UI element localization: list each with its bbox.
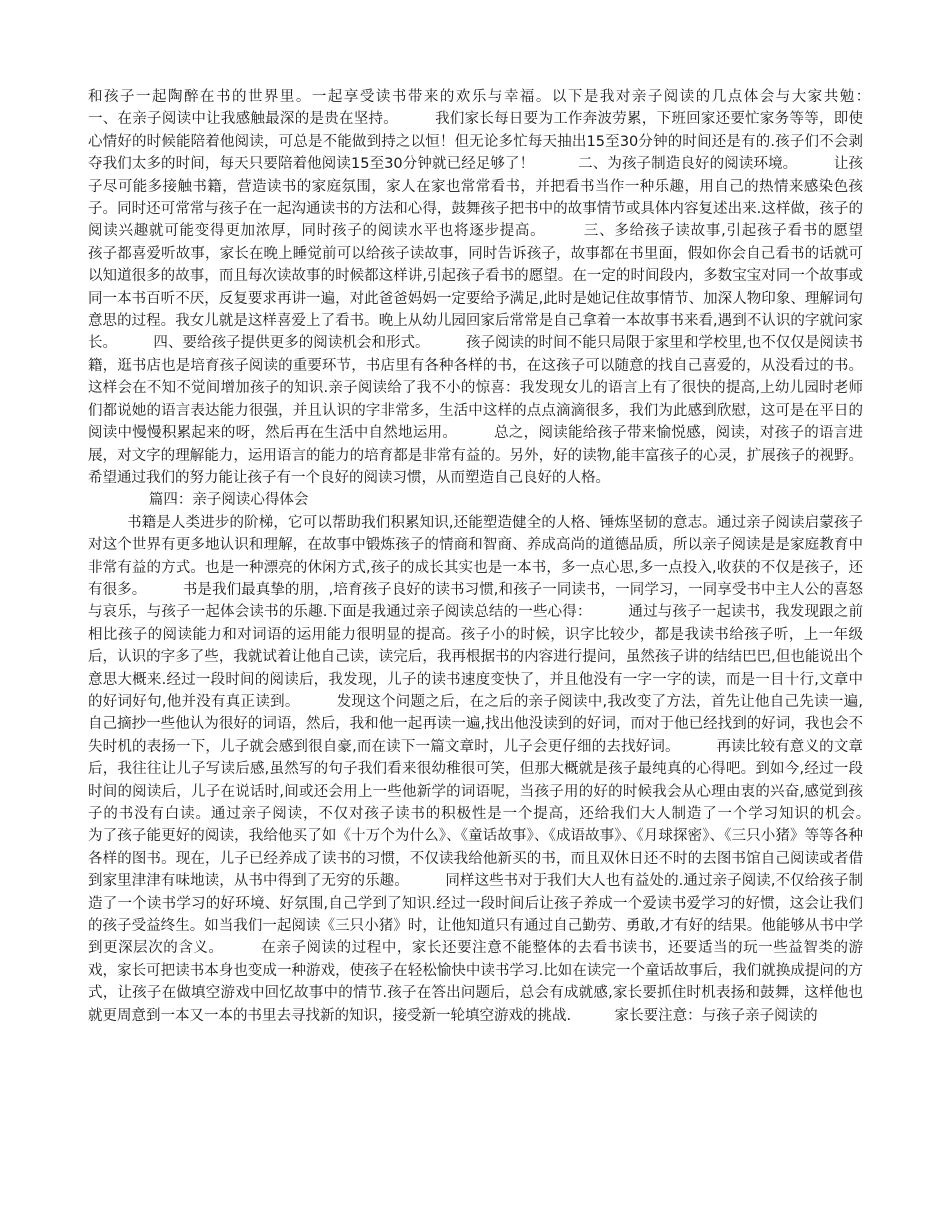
section-heading-part4: 篇四：亲子阅读心得体会 xyxy=(148,492,309,509)
paragraph-part4-body: 书籍是人类进步的阶梯，它可以帮助我们积累知识,还能塑造健全的人格、锤炼坚韧的意志。通过亲子阅读启蒙孩子对这个世界有更多地认识和理解，在故事中锻炼孩子的情商和智商、养成高尚的道德品质，所以亲子阅读是是家庭教育中非常有益的方式。也是一种漂亮的休闲方式,孩子的成长其实也是一本书，多一点心思,多一点投入,收获的不仅是孩子，还有很多。 书是我们最真挚的朋，,培育孩子良好的读书习惯,和孩子一同读书，一同学习，一同享受书中主人公的喜怒与哀乐，与孩子一起体会读书的乐趣.下面是我通过亲子阅读总结的一些心得： 通过与孩子一起读书，我发现跟之前相比孩子的阅读能力和对词语的运用能力很明显的提高。孩子小的时候，识字比较少，都是我读书给孩子听，上一年级后，认识的字多了些，我就试着让他自己读，读完后，我再根据书的内容进行提问，虽然孩子讲的结结巴巴,但也能说出个意思大概来.经过一段时间的阅读后，我发现，儿子的读书速度变快了，并且他没有一字一字的读，而是一目十行,文章中的好词好句,他并没有真正读到。 发现这个问题之后，在之后的亲子阅读中,我改变了方法，首先让他自己先读一遍,自己摘抄一些他认为很好的词语，然后，我和他一起再读一遍,找出他没读到的好词，而对于他已经找到的好词，我也会不失时机的表扬一下，儿子就会感到很自豪,而在读下一篇文章时，儿子会更仔细的去找好词。 再读比较有意义的文章后，我往往让儿子写读后感,虽然写的句子我们看来很幼稚很可笑，但那大概就是孩子最纯真的心得吧。到如今,经过一段时间的阅读后，儿子在说话时,间或还会用上一些他新学的词语呢，当孩子用的好的时候我会从心理由衷的兴奋,感觉到孩子的书没有白读。通过亲子阅读，不仅对孩子读书的积极性是一个提高，还给我们大人制造了一个学习知识的机会。 为了孩子能更好的阅读，我给他买了如《十万个为什么》、《童话故事》、《成语故事》、《月球探密》、《三只小猪》等等各种各样的图书。现在，儿子已经养成了读书的习惯，不仅读我给他新买的书，而且双休日还不时的去图书馆自己阅读或者借到家里津津有味地读，从书中得到了无穷的乐趣。 同样这些书对于我们大人也有益处的.通过亲子阅读,不仅给孩子制造了一个读书学习的好环境、好氛围,自己学到了知识.经过一段时间后让孩子养成一个爱读书爱学习的好惯，这会让我们的孩子受益终生。如当我们一起阅读《三只小猪》时，让他知道只有通过自己勤劳、勇敢,才有好的结果。他能够从书中学到更深层次的含义。 在亲子阅读的过程中，家长还要注意不能整体的去看书读书，还要适当的玩一些益智类的游戏，家长可把读书本身也变成一种游戏，使孩子在轻松愉快中读书学习.比如在读完一个童话故事后，我们就换成提问的方式，让孩子在做填空游戏中回忆故事中的情节.孩子在答出问题后，总会有成就感,家长要抓住时机表扬和鼓舞，这样他也就更周意到一本又一本的书里去寻找新的知识，接受新一轮填空游戏的挑战. 家长要注意：与孩子亲子阅读的 xyxy=(88,514,907,1024)
document-page xyxy=(88,86,907,1027)
paragraph-part3-tips: 和孩子一起陶醉在书的世界里。一起享受读书带来的欢乐与幸福。以下是我对亲子阅读的几点体会与大家共勉： 一、在亲子阅读中让我感触最深的是贵在坚持。 我们家长每日要为工作奔波劳累，下班回家还要忙家务等等，即使心情好的时候能陪着他阅读，可总是不能做到持之以恒！但无论多忙每天抽出15至30分钟的时间还是有的.孩子们不会剥夺我们太多的时间，每天只要陪着他阅读15至30分钟就已经足够了！ 二、为孩子制造良好的阅读环境。 让孩子尽可能多接触书籍，营造读书的家庭氛围，家人在家也常常看书，并把看书当作一种乐趣，用自己的热情来感染色孩子。同时还可常常与孩子在一起沟通读书的方法和心得，鼓舞孩子把书中的故事情节或具体内容复述出来.这样做，孩子的阅读兴趣就可能变得更加浓厚，同时孩子的阅读水平也将逐步提高。 三、多给孩子读故事,引起孩子看书的愿望 孩子都喜爱听故事，家长在晚上睡觉前可以给孩子读故事，同时告诉孩子，故事都在书里面，假如你会自己看书的话就可以知道很多的故事，而且每次读故事的时候都这样讲,引起孩子看书的愿望。在一定的时间段内，多数宝宝对同一个故事或同一本书百听不厌，反复要求再讲一遍，对此爸爸妈妈一定要给予满足,此时是她记住故事情节、加深人物印象、理解词句意思的过程。我女儿就是这样喜爱上了看书。晚上从幼儿园回家后常常是自己拿着一本故事书来看,遇到不认识的字就问家长。 四、要给孩子提供更多的阅读机会和形式。 孩子阅读的时间不能只局限于家里和学校里,也不仅仅是阅读书籍，逛书店也是培育孩子阅读的重要环节，书店里有各种各样的书，在这孩子可以随意的找自己喜爱的，从没看过的书。这样会在不知不觉间增加孩子的知识.亲子阅读给了我不小的惊喜：我发现女儿的语言上有了很快的提高,上幼儿园时老师们都说她的语言表达能力很强，并且认识的字非常多，生活中这样的点点滴滴很多，我们为此感到欣慰，这可是在平日的阅读中慢慢积累起来的呀，然后再在生活中自然地运用。 总之，阅读能给孩子带来愉悦感，阅读，对孩子的语言进展，对文字的理解能力，运用语言的能力的培育都是非常有益的。另外，好的读物,能丰富孩子的心灵，扩展孩子的视野。希望通过我们的努力能让孩子有一个良好的阅读习惯，从而塑造自己良好的人格。 xyxy=(88,89,907,486)
